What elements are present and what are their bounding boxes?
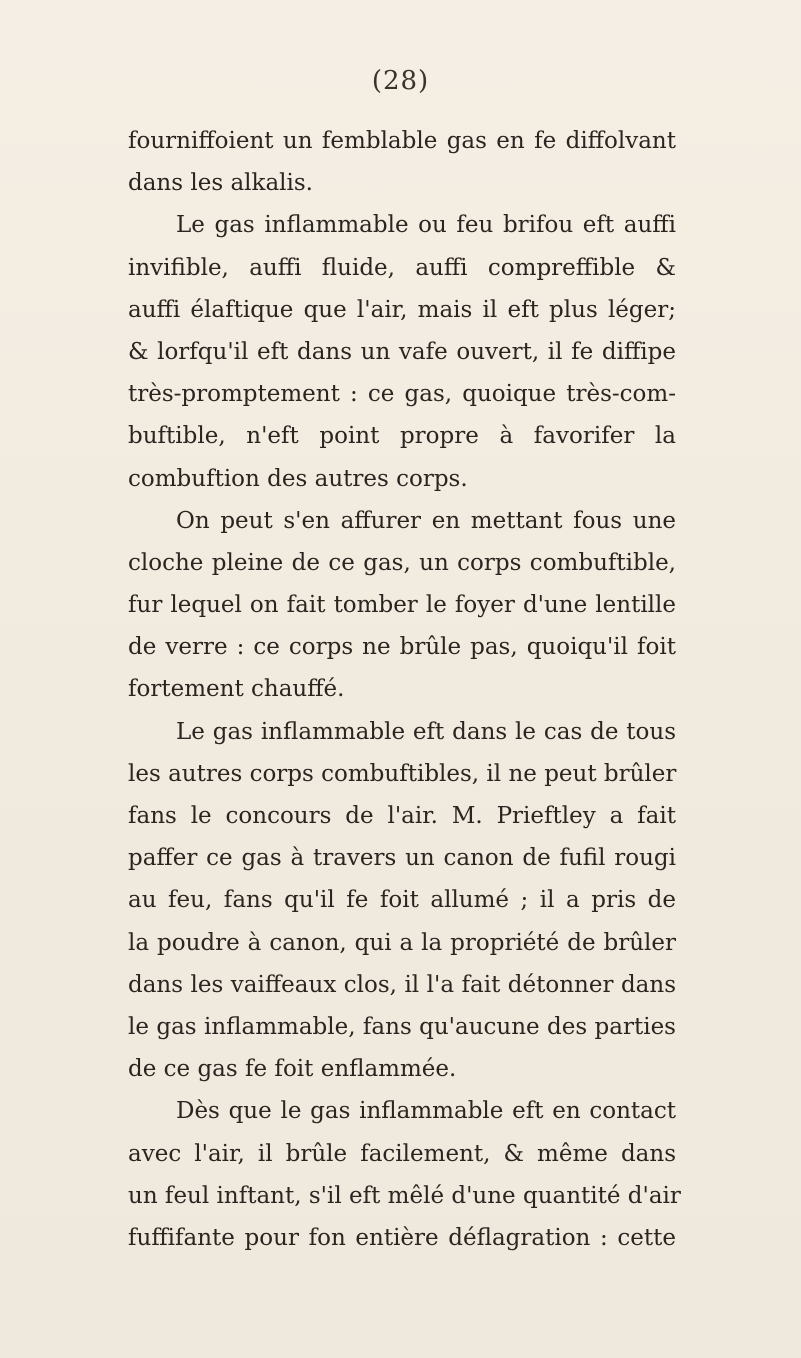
- text-line: Le gas inflammable eft dans le cas de tous: [176, 718, 676, 745]
- text-line: invifible, auffi fluide, auffi compreffible &: [128, 254, 676, 281]
- text-line: la poudre à canon, qui a la propriété de brûler: [128, 929, 676, 956]
- body-text: [128, 120, 681, 1259]
- text-line: de ce gas fe foit enflammée.: [128, 1056, 457, 1083]
- text-line: & lorfqu'il eft dans un vafe ouvert, il fe diffipe: [128, 338, 676, 365]
- text-line: Dès que le gas inflammable eft en contact: [176, 1098, 676, 1125]
- text-line: Le gas inflammable ou feu brifou eft auffi: [176, 212, 676, 239]
- text-line: fuffifante pour fon entière déflagration : cette: [128, 1224, 676, 1251]
- text-line: fans le concours de l'air. M. Prieftley a fait: [128, 803, 676, 829]
- text-line: fur lequel on fait tomber le foyer d'une lentille: [128, 592, 676, 619]
- text-line: fortement chauffé.: [128, 676, 345, 703]
- text-line: fourniffoient un femblable gas en fe diffolvant: [128, 128, 676, 154]
- text-line: très-promptement : ce gas, quoique très-com-: [128, 381, 676, 408]
- text-line: cloche pleine de ce gas, un corps combuftible,: [128, 549, 676, 576]
- text-line: avec l'air, il brûle facilement, & même dans: [128, 1140, 676, 1167]
- text-line: au feu, fans qu'il fe foit allumé ; il a pris de: [128, 887, 676, 914]
- text-line: On peut s'en affurer en mettant fous une: [176, 507, 676, 534]
- text-line: dans les vaiffeaux clos, il l'a fait détonner dans: [128, 971, 676, 998]
- text-line: paffer ce gas à travers un canon de fufil rougi: [128, 845, 676, 872]
- text-line: un feul inftant, s'il eft mêlé d'une quantité d'air: [128, 1182, 681, 1209]
- text-line: combuftion des autres corps.: [128, 465, 468, 492]
- text-line: auffi élaftique que l'air, mais il eft plus léger;: [128, 296, 676, 323]
- text-line: le gas inflammable, fans qu'aucune des parties: [128, 1013, 676, 1040]
- text-line: buftible, n'eft point propre à favorifer la: [128, 423, 676, 450]
- text-line: les autres corps combuftibles, il ne peut brûler: [128, 760, 677, 787]
- page-number: (28): [371, 66, 430, 96]
- text-line: dans les alkalis.: [128, 170, 313, 197]
- text-line: de verre : ce corps ne brûle pas, quoiqu'il foit: [128, 634, 676, 661]
